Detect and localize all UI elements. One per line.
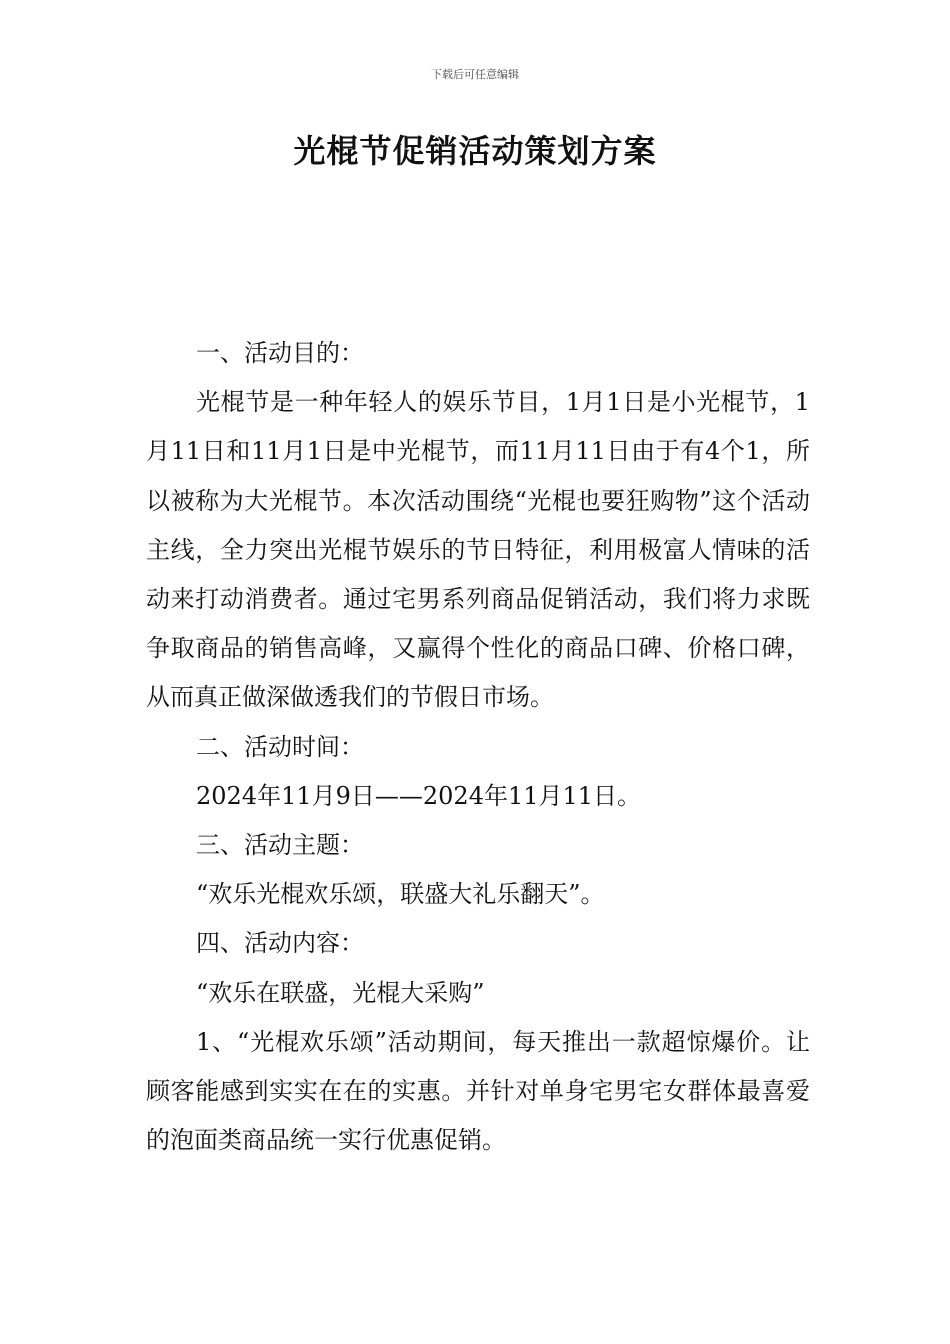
header-note: 下载后可任意编辑 [431, 68, 519, 81]
section-heading-theme: 三、活动主题： [196, 831, 364, 860]
section-heading-content: 四、活动内容： [196, 929, 364, 958]
paragraph-time: 2024年11月9日——2024年11月11日。 [196, 781, 642, 810]
document-body [146, 329, 810, 1165]
paragraph-content-item-1: 1、“光棍欢乐颂”活动期间，每天推出一款超惊爆价。让顾客能感到实实在在的实惠。并针对单身宅男宅女群体最喜爱的泡面类商品统一实行优惠促销。 [146, 1027, 810, 1155]
paragraph-theme: “欢乐光棍欢乐颂，联盛大礼乐翻天”。 [196, 880, 605, 909]
document-title: 光棍节促销活动策划方案 [293, 132, 657, 170]
paragraph-purpose: 光棍节是一种年轻人的娱乐节目，1月1日是小光棍节，1月11日和11月1日是中光棍节，而11月11日由于有4个1，所以被称为大光棍节。本次活动围绕“光棍也要狂购物”这个活动主线，全力突出光棍节娱乐的节日特征，利用极富人情味的活动来打动消费者。通过宅男系列商品促销活动，我们将力求既争取商品的销售高峰，又赢得个性化的商品口碑、价格口碑，从而真正做深做透我们的节假日市场。 [146, 388, 810, 712]
section-heading-purpose: 一、活动目的： [196, 339, 364, 367]
section-heading-time: 二、活动时间： [196, 732, 364, 761]
paragraph-content-slogan: “欢乐在联盛，光棍大采购” [196, 978, 485, 1007]
